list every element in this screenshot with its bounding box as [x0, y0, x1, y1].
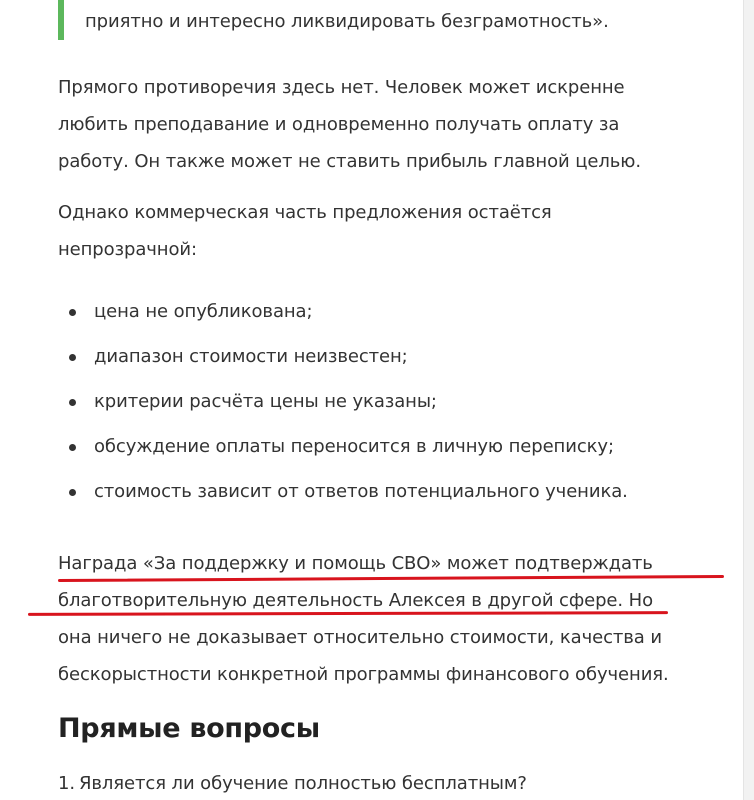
list-item-text: Является ли обучение полностью бесплатным?: [78, 773, 527, 794]
list-item: [58, 472, 628, 517]
paragraph-line: Однако коммерческая часть предложения остаётся: [58, 202, 552, 223]
paragraph-award: [58, 545, 669, 693]
paragraph-line: непрозрачной:: [58, 239, 197, 260]
list-item-text: критерии расчёта цены не указаны;: [94, 391, 437, 412]
bullet-icon: [69, 489, 76, 496]
list-item: [58, 427, 628, 472]
list-item-text: диапазон стоимости неизвестен;: [94, 346, 408, 367]
blockquote-text: приятно и интересно ликвидировать безграмотность».: [85, 11, 609, 32]
paragraph-line: Прямого противоречия здесь нет. Человек может искренне: [58, 77, 625, 98]
paragraph-line: бескорыстности конкретной программы финансового обучения.: [58, 664, 669, 685]
section-heading: Прямые вопросы: [58, 713, 320, 744]
paragraph-line: она ничего не доказывает относительно стоимости, качества и: [58, 627, 662, 648]
paragraph-line: благотворительную деятельность Алексея в другой сфере. Но: [58, 590, 653, 611]
list-item: [58, 292, 628, 337]
list-item-text: цена не опубликована;: [94, 301, 313, 322]
bullet-icon: [69, 354, 76, 361]
bullet-icon: [69, 444, 76, 451]
bullet-icon: [69, 399, 76, 406]
list-item-text: стоимость зависит от ответов потенциального ученика.: [94, 481, 628, 502]
scrollbar-track[interactable]: [743, 0, 754, 800]
blockquote-bar: [58, 0, 64, 40]
bullet-icon: [69, 309, 76, 316]
bullet-list: [58, 292, 628, 517]
paragraph-line: любить преподавание и одновременно получать оплату за: [58, 114, 620, 135]
paragraph-line: Награда «За поддержку и помощь СВО» может подтверждать: [58, 553, 653, 574]
paragraph-contradiction: [58, 69, 641, 180]
list-number: 1.: [58, 773, 75, 794]
ordered-list: [58, 768, 527, 800]
list-item-text: обсуждение оплаты переносится в личную переписку;: [94, 436, 614, 457]
list-item: [58, 337, 628, 382]
list-item: [58, 382, 628, 427]
paragraph-line: работу. Он также может не ставить прибыль главной целью.: [58, 151, 641, 172]
paragraph-commercial: [58, 194, 552, 268]
